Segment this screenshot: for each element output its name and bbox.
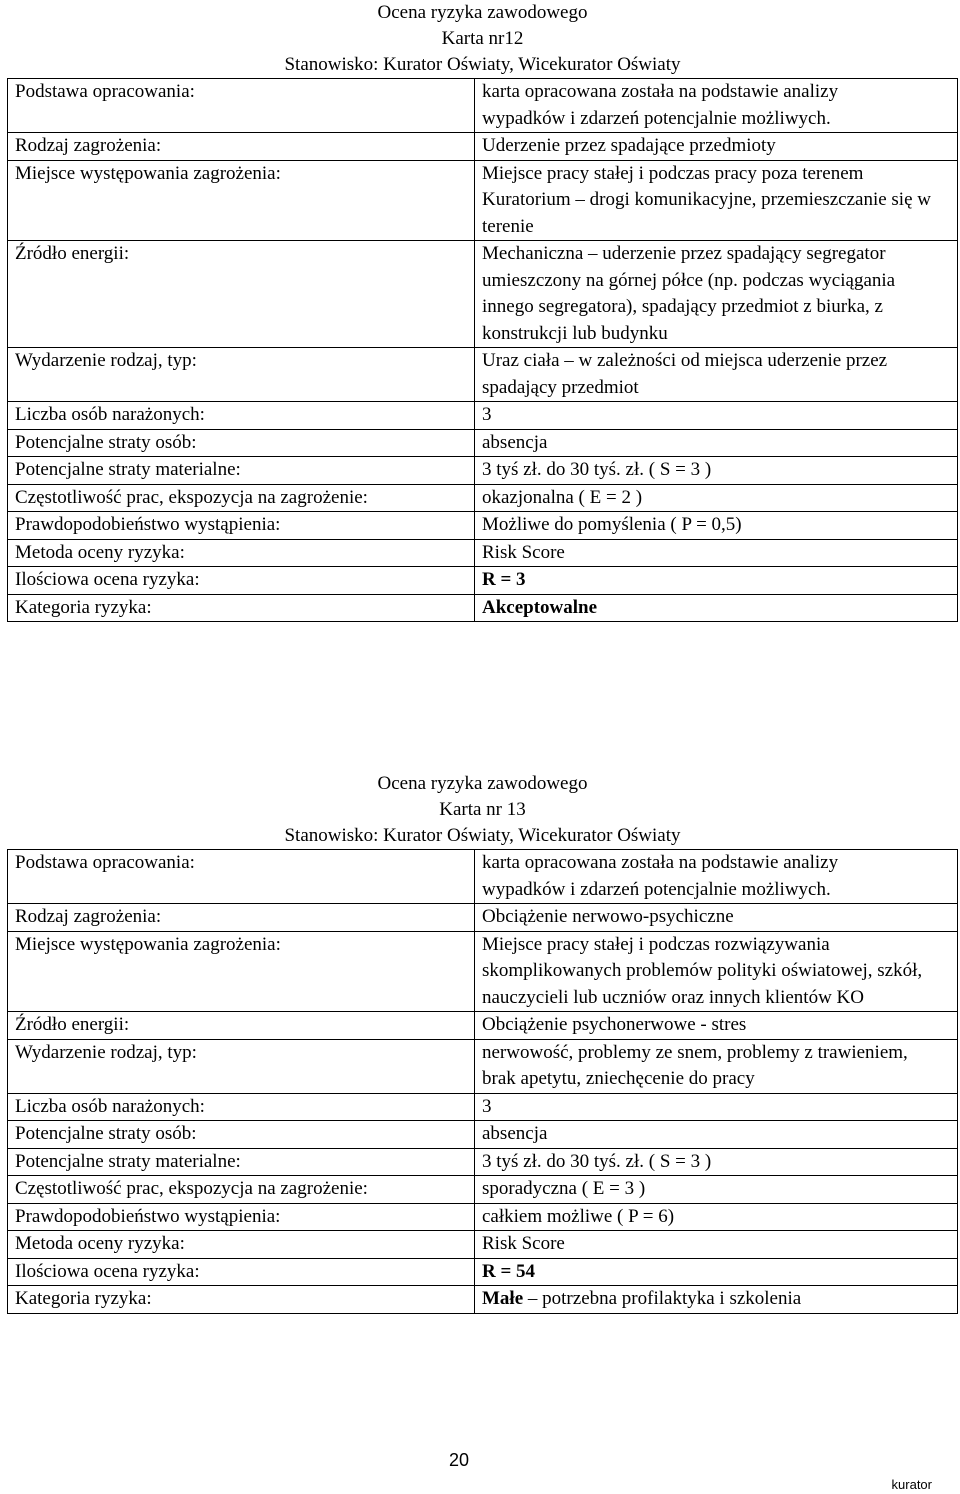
card-number: Karta nr12 (441, 28, 524, 49)
row-value: 3 tyś zł. do 30 tyś. zł. ( S = 3 ) (475, 1148, 958, 1176)
row-label: Podstawa opracowania: (8, 79, 475, 133)
table-row (8, 484, 958, 512)
row-label: Prawdopodobieństwo wystąpienia: (8, 1203, 475, 1231)
table-row (8, 160, 958, 241)
row-value: Miejsce pracy stałej i podczas rozwiązywania skomplikowanych problemów polityki oświatowej, szkół, nauczycieli lub uczniów oraz innych klientów KO (475, 931, 958, 1012)
row-label: Rodzaj zagrożenia: (8, 904, 475, 932)
table-row (8, 1039, 958, 1093)
card-position: Stanowisko: Kurator Oświaty, Wicekurator Oświaty (284, 825, 681, 846)
row-value: karta opracowana została na podstawie analizy wypadków i zdarzeń potencjalnie możliwych. (475, 850, 958, 904)
risk-category-bold: Małe (482, 1288, 524, 1309)
row-value: sporadyczna ( E = 3 ) (475, 1176, 958, 1204)
row-value: 3 (475, 402, 958, 430)
row-label: Potencjalne straty osób: (8, 1121, 475, 1149)
table-row (8, 567, 958, 595)
row-label: Metoda oceny ryzyka: (8, 539, 475, 567)
table-row (8, 457, 958, 485)
row-label: Metoda oceny ryzyka: (8, 1231, 475, 1259)
row-value: karta opracowana została na podstawie analizy wypadków i zdarzeń potencjalnie możliwych. (475, 79, 958, 133)
card-title: Ocena ryzyka zawodowego (377, 2, 588, 23)
card-number: Karta nr 13 (439, 799, 526, 820)
row-label: Źródło energii: (8, 1012, 475, 1040)
table-row (8, 79, 958, 133)
row-label: Miejsce występowania zagrożenia: (8, 160, 475, 241)
row-value: całkiem możliwe ( P = 6) (475, 1203, 958, 1231)
risk-table (7, 849, 958, 1314)
row-label: Wydarzenie rodzaj, typ: (8, 348, 475, 402)
row-label: Częstotliwość prac, ekspozycja na zagrożenie: (8, 484, 475, 512)
risk-category-value (475, 1286, 958, 1314)
row-value: 3 (475, 1093, 958, 1121)
table-row (8, 241, 958, 348)
table-row (8, 429, 958, 457)
row-value: absencja (475, 1121, 958, 1149)
row-label: Rodzaj zagrożenia: (8, 133, 475, 161)
row-value: Miejsce pracy stałej i podczas pracy poza terenem Kuratorium – drogi komunikacyjne, przemieszczanie się w terenie (475, 160, 958, 241)
row-label: Potencjalne straty osób: (8, 429, 475, 457)
row-value: Obciążenie psychonerwowe - stres (475, 1012, 958, 1040)
page-number: 20 (448, 1450, 470, 1470)
table-row (8, 539, 958, 567)
row-value: Risk Score (475, 539, 958, 567)
table-row (8, 1258, 958, 1286)
row-value: nerwowość, problemy ze snem, problemy z trawieniem, brak apetytu, zniechęcenie do pracy (475, 1039, 958, 1093)
table-row (8, 1176, 958, 1204)
row-value: Możliwe do pomyślenia ( P = 0,5) (475, 512, 958, 540)
risk-category-value: Akceptowalne (475, 594, 958, 622)
risk-category-note: – potrzebna profilaktyka i szkolenia (523, 1288, 802, 1309)
row-label: Liczba osób narażonych: (8, 1093, 475, 1121)
risk-table (7, 78, 958, 622)
table-row (8, 1231, 958, 1259)
table-row (8, 850, 958, 904)
row-value: Obciążenie nerwowo-psychiczne (475, 904, 958, 932)
row-label: Źródło energii: (8, 241, 475, 348)
table-row (8, 1012, 958, 1040)
row-value: Mechaniczna – uderzenie przez spadający segregator umieszczony na górnej półce (np. podczas wyciągania innego segregatora), spadający przedmiot z biurka, z konstrukcji lub budynku (475, 241, 958, 348)
card-title: Ocena ryzyka zawodowego (377, 773, 588, 794)
row-label: Podstawa opracowania: (8, 850, 475, 904)
row-label: Kategoria ryzyka: (8, 594, 475, 622)
table-row (8, 594, 958, 622)
table-row (8, 931, 958, 1012)
row-label: Częstotliwość prac, ekspozycja na zagrożenie: (8, 1176, 475, 1204)
row-value: Uderzenie przez spadające przedmioty (475, 133, 958, 161)
row-label: Miejsce występowania zagrożenia: (8, 931, 475, 1012)
row-value: Uraz ciała – w zależności od miejsca uderzenie przez spadający przedmiot (475, 348, 958, 402)
risk-score-value: R = 3 (475, 567, 958, 595)
risk-score-value: R = 54 (475, 1258, 958, 1286)
row-label: Kategoria ryzyka: (8, 1286, 475, 1314)
table-row (8, 133, 958, 161)
row-value: Risk Score (475, 1231, 958, 1259)
row-label: Liczba osób narażonych: (8, 402, 475, 430)
table-row (8, 1148, 958, 1176)
table-row (8, 512, 958, 540)
row-label: Wydarzenie rodzaj, typ: (8, 1039, 475, 1093)
row-value: okazjonalna ( E = 2 ) (475, 484, 958, 512)
table-row (8, 1203, 958, 1231)
card-position: Stanowisko: Kurator Oświaty, Wicekurator Oświaty (284, 54, 681, 75)
table-row (8, 1093, 958, 1121)
row-value: absencja (475, 429, 958, 457)
table-row (8, 1121, 958, 1149)
table-row (8, 402, 958, 430)
row-label: Prawdopodobieństwo wystąpienia: (8, 512, 475, 540)
table-row (8, 1286, 958, 1314)
row-value: 3 tyś zł. do 30 tyś. zł. ( S = 3 ) (475, 457, 958, 485)
row-label: Potencjalne straty materialne: (8, 457, 475, 485)
risk-card-12 (7, 0, 958, 622)
row-label: Ilościowa ocena ryzyka: (8, 567, 475, 595)
row-label: Ilościowa ocena ryzyka: (8, 1258, 475, 1286)
table-row (8, 348, 958, 402)
row-label: Potencjalne straty materialne: (8, 1148, 475, 1176)
table-row (8, 904, 958, 932)
footer-watermark: kurator (891, 1477, 932, 1492)
risk-card-13 (7, 771, 958, 1314)
